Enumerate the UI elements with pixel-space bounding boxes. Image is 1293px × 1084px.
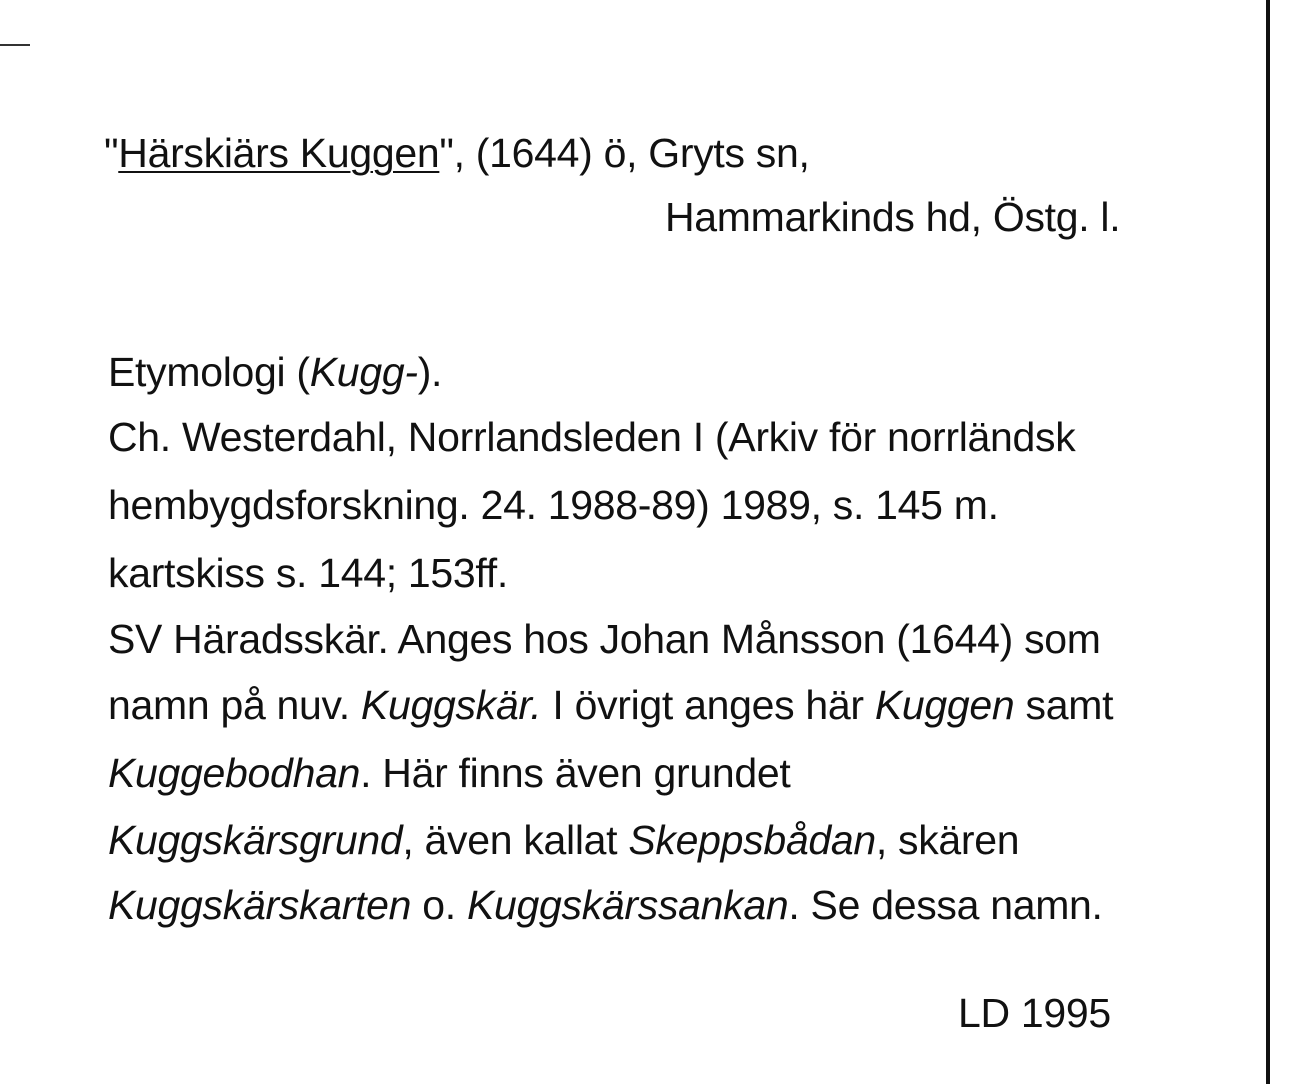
place-name-italic: Kuggskärsgrund <box>108 817 403 863</box>
note-text: , även kallat <box>402 817 629 863</box>
place-name-italic: Kuggebodhan <box>108 750 361 796</box>
reference-line-1: Ch. Westerdahl, Norrlandsleden I (Arkiv för norrländsk <box>108 414 1076 460</box>
note-text: . Här finns även grundet <box>360 750 791 796</box>
edge-mark <box>0 44 30 46</box>
note-line-5 <box>108 880 1103 930</box>
location-line: Hammarkinds hd, Östg. l. <box>665 194 1121 240</box>
place-name: Härskiärs Kuggen <box>118 130 440 176</box>
place-name-italic: Kuggskär. <box>360 682 542 728</box>
note-line-2 <box>108 680 1113 730</box>
note-text: I övrigt anges här <box>541 682 875 728</box>
note-line-1: SV Häradsskär. Anges hos Johan Månsson (1644) som <box>108 616 1101 662</box>
etymology-line <box>108 347 442 397</box>
note-text: o. <box>411 882 467 928</box>
place-name-italic: Kuggskärssankan <box>466 882 789 928</box>
place-name-italic: Kuggen <box>874 682 1015 728</box>
signature: LD 1995 <box>958 990 1111 1036</box>
note-text: , skären <box>875 817 1020 863</box>
note-line-3 <box>108 748 790 798</box>
place-name-italic: Skeppsbådan <box>628 817 876 863</box>
reference-line-3: kartskiss s. 144; 153ff. <box>108 550 508 596</box>
reference-line-2: hembygdsforskning. 24. 1988-89) 1989, s. 145 m. <box>108 482 999 528</box>
etymology-term: Kugg- <box>309 349 418 395</box>
note-text: samt <box>1014 682 1114 728</box>
heading-details: ", (1644) ö, Gryts sn, <box>439 130 810 176</box>
heading-line <box>104 128 810 178</box>
etymology-prefix: Etymologi ( <box>108 349 310 395</box>
place-name-italic: Kuggskärskarten <box>108 882 412 928</box>
open-quote: " <box>104 130 119 176</box>
note-line-4 <box>108 815 1019 865</box>
card-right-border <box>1266 0 1270 1084</box>
note-text: namn på nuv. <box>108 682 361 728</box>
etymology-suffix: ). <box>417 349 443 395</box>
note-text: . Se dessa namn. <box>788 882 1103 928</box>
